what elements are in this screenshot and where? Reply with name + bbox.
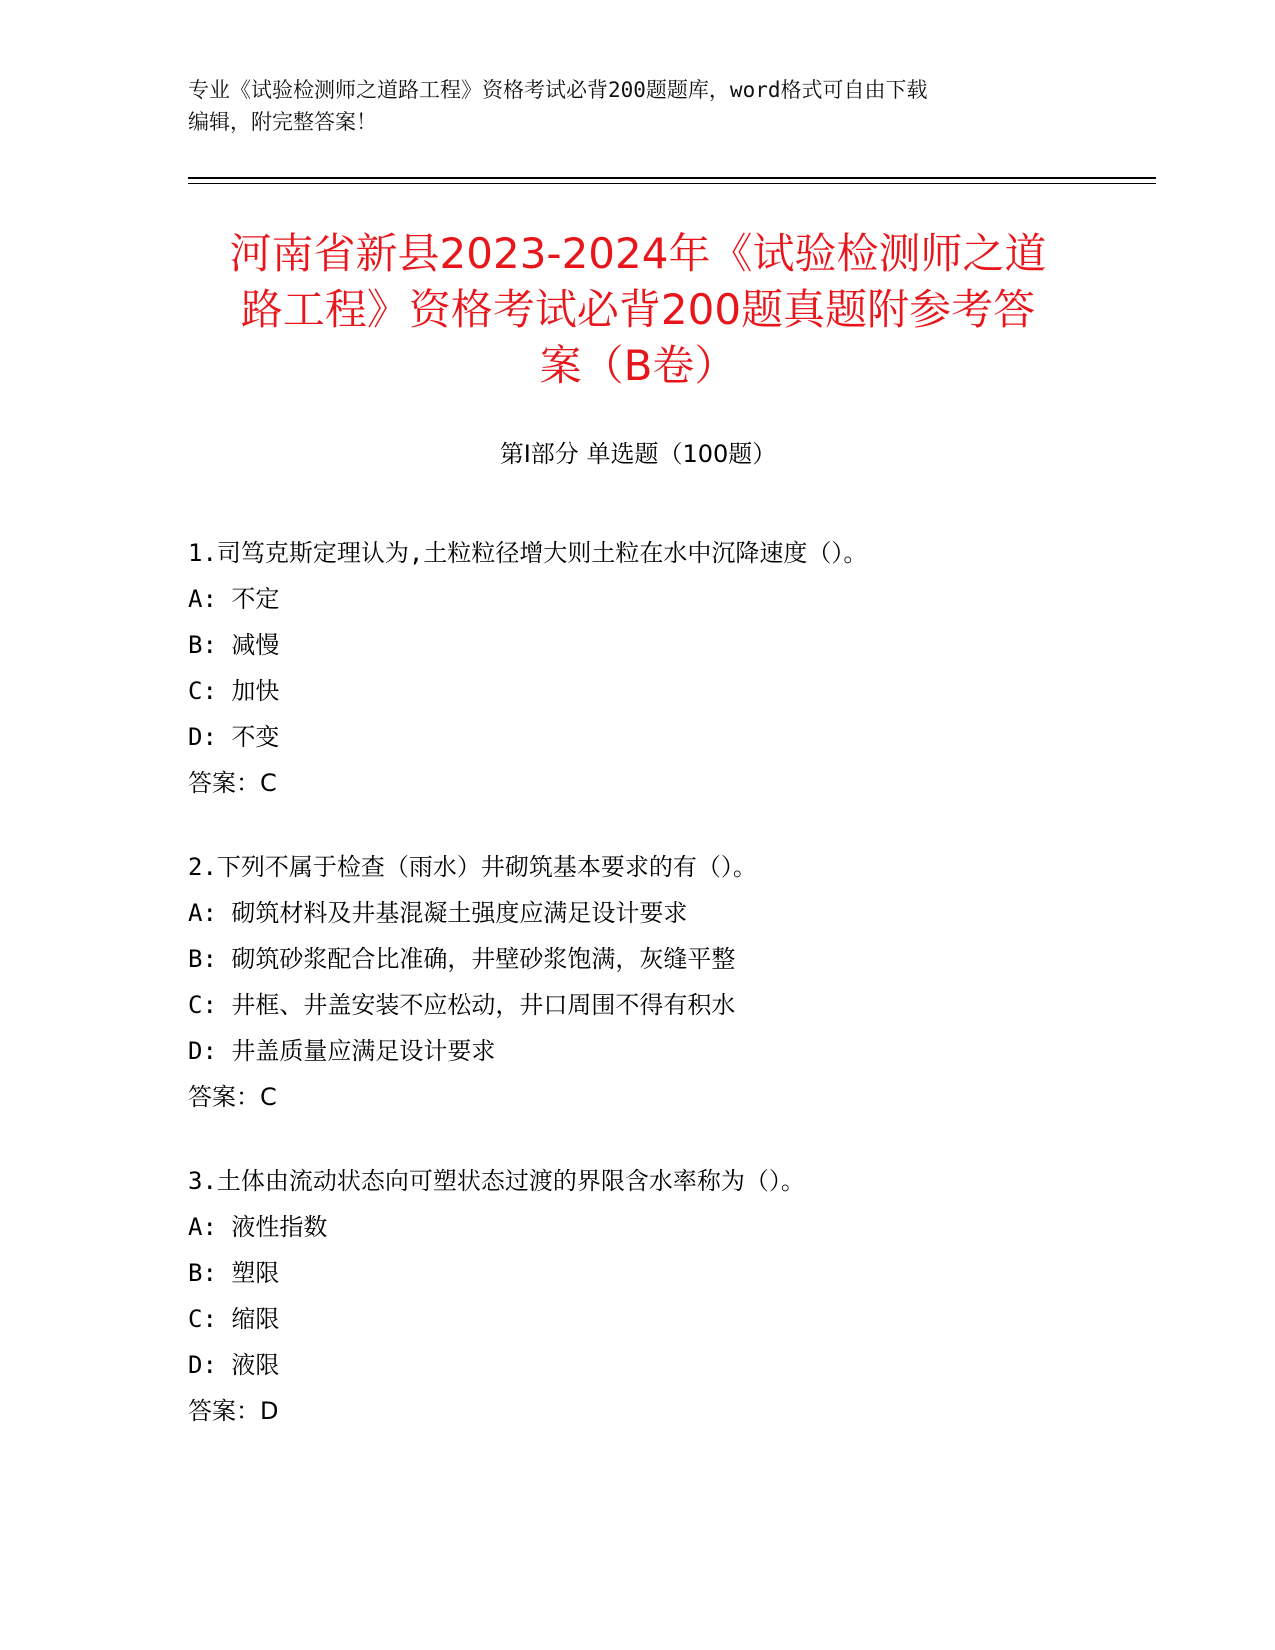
header-divider (188, 177, 1156, 179)
question-stem: 3.土体由流动状态向可塑状态过渡的界限含水率称为（）。 (188, 1167, 805, 1195)
header-note-line-1: 专业《试验检测师之道路工程》资格考试必背200题题库，word格式可自由下载 (188, 78, 928, 102)
option-a: A: 砌筑材料及井基混凝土强度应满足设计要求 (188, 899, 688, 927)
option-d: D: 液限 (188, 1351, 280, 1379)
answer: 答案：D (188, 1397, 279, 1425)
title-line-3: 案（B卷） (539, 341, 737, 390)
title-line-2: 路工程》资格考试必背200题真题附参考答 (240, 285, 1036, 334)
option-d: D: 不变 (188, 723, 280, 751)
answer: 答案：C (188, 1083, 277, 1111)
question-stem: 1.司笃克斯定理认为,土粒粒径增大则土粒在水中沉降速度（）。 (188, 539, 868, 567)
question-2 (188, 844, 1148, 1120)
option-b: B: 减慢 (188, 631, 280, 659)
section-heading: 第Ⅰ部分 单选题（100题） (499, 440, 777, 468)
option-a: A: 液性指数 (188, 1213, 328, 1241)
header-divider-thin (188, 183, 1156, 184)
question-stem: 2.下列不属于检查（雨水）井砌筑基本要求的有（）。 (188, 853, 757, 881)
option-b: B: 塑限 (188, 1259, 280, 1287)
document-title (188, 226, 1088, 394)
option-c: C: 缩限 (188, 1305, 280, 1333)
title-line-1: 河南省新县2023-2024年《试验检测师之道 (229, 229, 1047, 278)
question-3 (188, 1158, 1148, 1434)
option-d: D: 井盖质量应满足设计要求 (188, 1037, 496, 1065)
question-1 (188, 530, 1148, 806)
header-note-line-2: 编辑，附完整答案！ (188, 110, 377, 134)
option-c: C: 井框、井盖安装不应松动，井口周围不得有积水 (188, 991, 736, 1019)
header-note (188, 74, 1088, 138)
option-a: A: 不定 (188, 585, 280, 613)
option-b: B: 砌筑砂浆配合比准确，井壁砂浆饱满，灰缝平整 (188, 945, 736, 973)
option-c: C: 加快 (188, 677, 280, 705)
question-list (188, 530, 1148, 1472)
answer: 答案：C (188, 769, 277, 797)
